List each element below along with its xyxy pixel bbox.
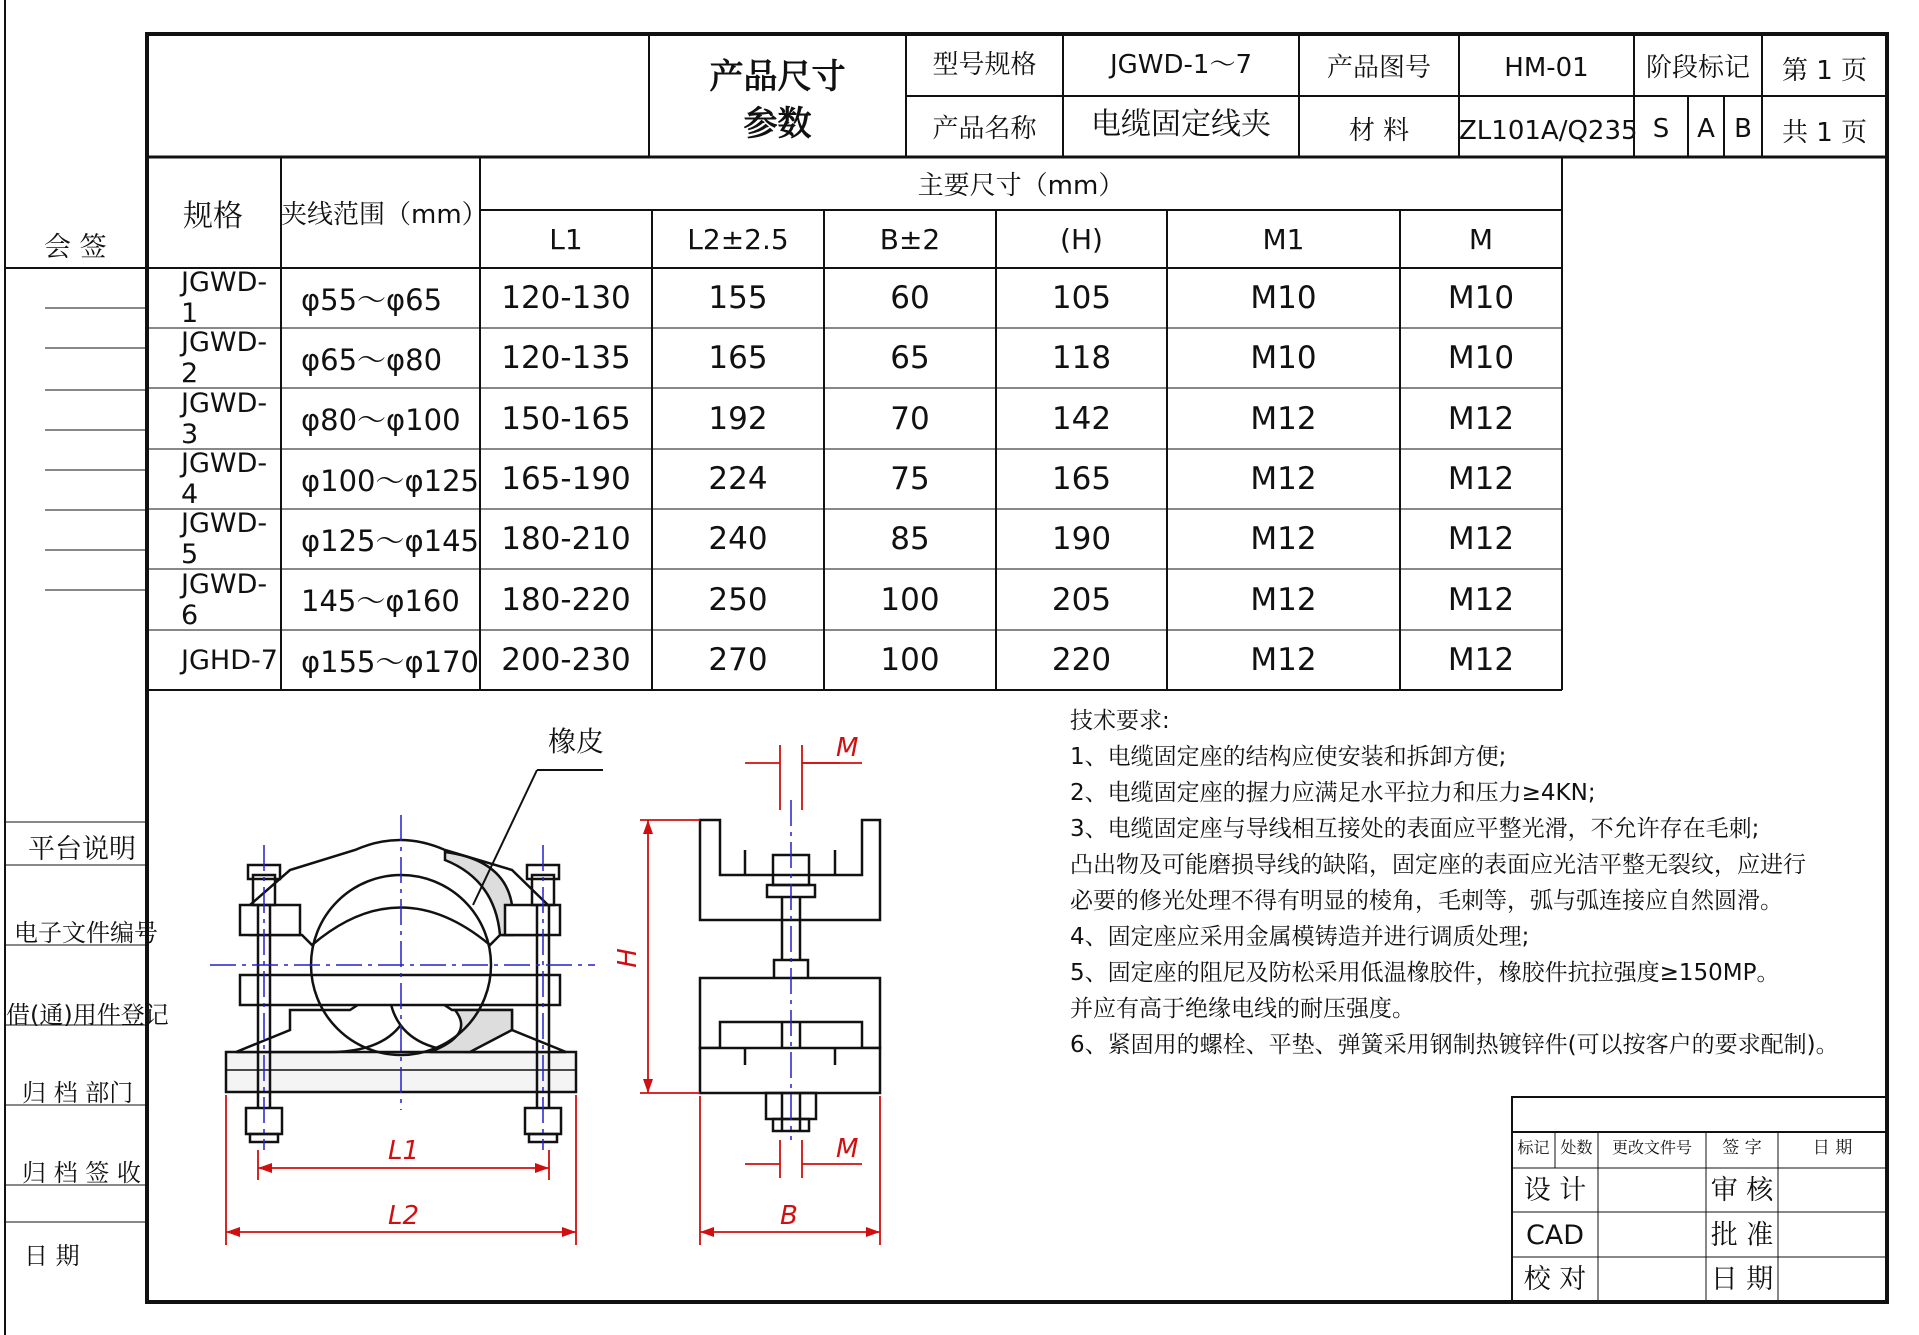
cell-l2: 192 xyxy=(708,400,768,437)
cell-m: M12 xyxy=(1447,642,1515,678)
note-line: 3、电缆固定座与导线相互接处的表面应平整光滑，不允许存在毛刺; xyxy=(1070,816,1760,842)
cell-m1: M12 xyxy=(1250,400,1317,437)
tb-count: 处数 xyxy=(1560,1138,1593,1157)
cell-m1: M10 xyxy=(1250,280,1317,316)
drawing-no-label: 产品图号 xyxy=(1326,53,1431,83)
cell-m1: M12 xyxy=(1250,461,1317,497)
cell-range: φ100～φ125 xyxy=(301,463,479,498)
notes-title: 技术要求: xyxy=(1070,708,1170,734)
cell-l2: 224 xyxy=(708,461,768,497)
cell-h: 205 xyxy=(1051,581,1112,618)
cell-b: 65 xyxy=(890,340,930,376)
cell-l1: 120-135 xyxy=(501,340,631,376)
dim-l2-label: L2 xyxy=(388,1201,420,1231)
cell-b: 85 xyxy=(890,521,930,557)
cell-range: φ65～φ80 xyxy=(301,342,443,377)
column-header-l2: L2±2.5 xyxy=(687,222,789,256)
cell-m: M12 xyxy=(1447,400,1515,437)
cell-m: M12 xyxy=(1447,521,1515,557)
dim-m-bottom-label: M xyxy=(836,1134,859,1164)
cell-range: φ125～φ145 xyxy=(301,523,479,558)
cell-spec: JGWD-5 xyxy=(181,508,268,570)
note-line: 6、紧固用的螺栓、平垫、弹簧采用钢制热镀锌件(可以按客户的要求配制)。 xyxy=(1070,1032,1839,1058)
tb-date2: 日 期 xyxy=(1710,1264,1774,1295)
cell-h: 118 xyxy=(1051,340,1112,376)
note-line: 4、固定座应采用金属模铸造并进行调质处理; xyxy=(1070,924,1530,950)
cell-range: 145～φ160 xyxy=(301,584,460,618)
page-number-label: 第 1 页 xyxy=(1781,56,1868,86)
cell-m: M10 xyxy=(1447,340,1515,376)
dim-b-label: B xyxy=(780,1201,798,1231)
technical-requirements xyxy=(1070,703,1839,1063)
total-pages-label: 共 1 页 xyxy=(1781,118,1868,148)
stage-b: B xyxy=(1734,114,1752,144)
cell-b: 60 xyxy=(890,280,930,316)
cell-l2: 155 xyxy=(708,280,768,316)
material-value: ZL101A/Q235 xyxy=(1459,116,1638,146)
cell-l2: 270 xyxy=(708,642,768,678)
model-spec-label: 型号规格 xyxy=(932,50,1037,80)
cell-l1: 150-165 xyxy=(501,400,631,437)
drawing-no-value: HM-01 xyxy=(1504,53,1589,83)
cell-spec: JGWD-1 xyxy=(181,267,268,329)
dim-l1-label: L1 xyxy=(388,1136,420,1166)
rubber-label: 橡皮 xyxy=(548,725,605,758)
cell-l2: 250 xyxy=(708,581,768,618)
electronic-file-no-label: 电子文件编号 xyxy=(14,919,158,947)
cell-range: φ55～φ65 xyxy=(301,282,443,317)
cell-m: M12 xyxy=(1447,461,1515,497)
cell-b: 75 xyxy=(890,461,930,497)
cell-b: 100 xyxy=(880,642,940,678)
column-header-l1: L1 xyxy=(549,222,583,256)
tb-review: 审 核 xyxy=(1710,1175,1774,1206)
dim-m-top-label: M xyxy=(836,733,859,763)
cell-spec: JGWD-4 xyxy=(181,448,268,510)
tb-proofread: 校 对 xyxy=(1523,1264,1587,1295)
cell-l2: 240 xyxy=(708,521,768,557)
column-header-b: B±2 xyxy=(879,222,941,256)
note-line: 并应有高于绝缘电线的耐压强度。 xyxy=(1070,996,1415,1022)
cell-spec: JGWD-2 xyxy=(181,327,268,389)
tb-mark: 标记 xyxy=(1517,1138,1550,1157)
column-header-h: (H) xyxy=(1060,222,1103,256)
cell-m1: M12 xyxy=(1250,521,1317,557)
model-spec-value: JGWD-1～7 xyxy=(1109,50,1252,80)
material-label: 材 料 xyxy=(1348,116,1410,146)
cell-range: φ80～φ100 xyxy=(301,403,461,437)
product-name-value: 电缆固定线夹 xyxy=(1091,107,1271,142)
cell-m: M10 xyxy=(1447,280,1515,316)
cell-spec: JGHD-7 xyxy=(181,644,278,676)
cell-b: 100 xyxy=(880,581,940,618)
cell-h: 142 xyxy=(1051,400,1112,437)
stage-a: A xyxy=(1697,114,1715,144)
stage-mark-label: 阶段标记 xyxy=(1645,53,1750,83)
stage-s: S xyxy=(1652,114,1670,144)
column-header-range: 夹线范围（mm） xyxy=(281,200,488,230)
tb-design: 设 计 xyxy=(1523,1175,1587,1206)
clamp-side-view xyxy=(700,820,880,1131)
tb-approve: 批 准 xyxy=(1710,1220,1774,1251)
cell-l1: 165-190 xyxy=(501,461,631,497)
cell-l2: 165 xyxy=(708,340,768,376)
column-header-spec: 规格 xyxy=(183,198,243,234)
note-line: 5、固定座的阻尼及防松采用低温橡胶件，橡胶件抗拉强度≥150MP。 xyxy=(1070,960,1780,986)
tb-change-doc: 更改文件号 xyxy=(1611,1138,1692,1157)
date-label: 日 期 xyxy=(24,1242,80,1270)
archive-dept-label: 归 档 部门 xyxy=(22,1079,134,1107)
cell-h: 220 xyxy=(1051,642,1112,678)
platform-note-label: 平台说明 xyxy=(28,834,136,865)
column-header-main-dims: 主要尺寸（mm） xyxy=(917,171,1125,201)
cell-range: φ155～φ170 xyxy=(301,644,479,679)
column-header-m1: M1 xyxy=(1262,222,1305,256)
cell-m1: M12 xyxy=(1250,642,1317,678)
note-line: 凸出物及可能磨损导线的缺陷，固定座的表面应光洁平整无裂纹，应进行 xyxy=(1070,852,1806,878)
tb-date: 日 期 xyxy=(1812,1138,1853,1158)
archive-receive-label: 归 档 签 收 xyxy=(22,1159,141,1187)
cell-b: 70 xyxy=(890,400,930,437)
dim-h-label: H xyxy=(612,948,643,968)
note-line: 必要的修光处理不得有明显的棱角，毛刺等，弧与弧连接应自然圆滑。 xyxy=(1070,888,1783,914)
cell-h: 190 xyxy=(1051,521,1112,557)
note-line: 1、电缆固定座的结构应使安装和拆卸方便; xyxy=(1070,744,1507,770)
cell-l1: 180-220 xyxy=(501,581,631,618)
cell-h: 165 xyxy=(1051,461,1112,497)
cell-m1: M10 xyxy=(1250,340,1317,376)
cell-m: M12 xyxy=(1447,581,1515,618)
note-line: 2、电缆固定座的握力应满足水平拉力和压力≥4KN; xyxy=(1070,780,1596,806)
column-header-m: M xyxy=(1468,222,1494,256)
cell-l1: 180-210 xyxy=(501,521,631,557)
drawing-title-line2: 参数 xyxy=(743,104,812,144)
cell-h: 105 xyxy=(1051,280,1112,316)
tb-cad: CAD xyxy=(1525,1220,1585,1251)
cell-spec: JGWD-3 xyxy=(181,387,268,450)
tb-signature: 签 字 xyxy=(1722,1138,1762,1158)
cell-m1: M12 xyxy=(1250,581,1317,618)
product-name-label: 产品名称 xyxy=(932,114,1037,144)
cell-l1: 120-130 xyxy=(501,280,631,316)
drawing-title-line1: 产品尺寸 xyxy=(709,57,846,97)
cell-l1: 200-230 xyxy=(501,642,631,678)
borrow-register-label: 借(通)用件登记 xyxy=(6,1001,169,1029)
cell-spec: JGWD-6 xyxy=(181,568,268,631)
countersign-label: 会 签 xyxy=(44,232,107,263)
